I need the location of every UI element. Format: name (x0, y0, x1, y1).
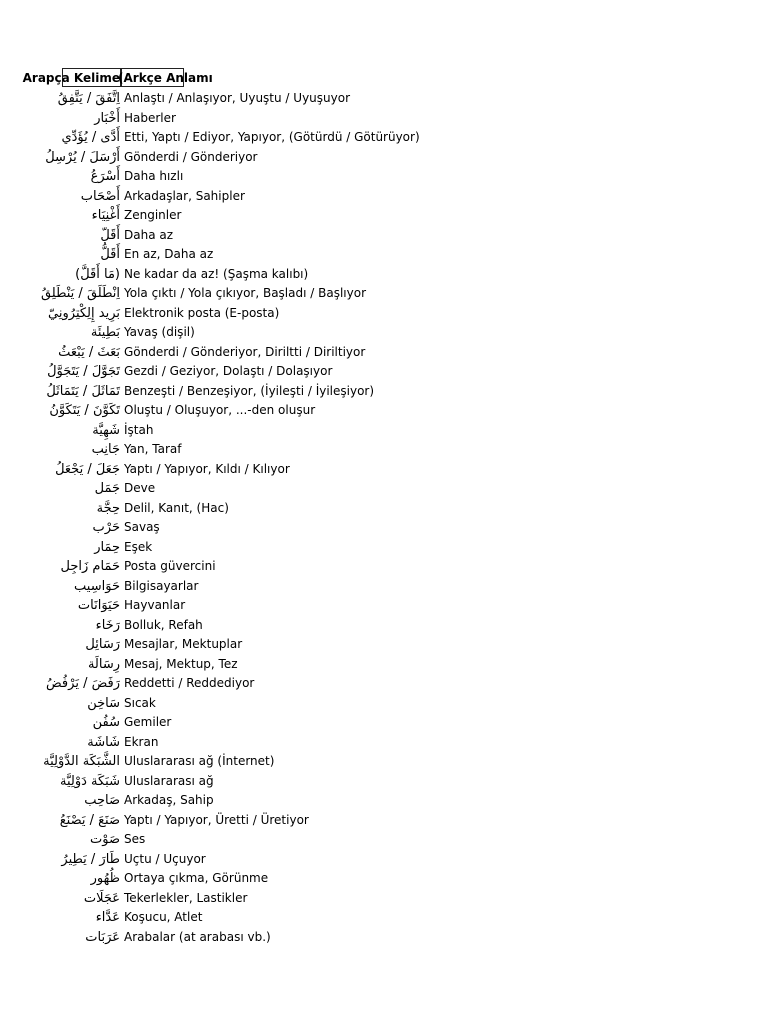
arabic-word-cell[interactable]: تَكَوَّنَ / يَتَكَوَّنُ (49, 403, 120, 418)
turkish-meaning-cell[interactable]: Gönderdi / Gönderiyor (124, 149, 258, 164)
arabic-word-cell[interactable]: سَاخِن (87, 695, 120, 711)
table-row (0, 323, 768, 343)
turkish-meaning-cell[interactable]: Zenginler (124, 208, 182, 222)
turkish-meaning-cell[interactable]: Yavaş (dişil) (124, 325, 195, 339)
turkish-meaning-cell[interactable]: Daha az (124, 227, 174, 242)
table-row (0, 206, 768, 226)
table-row (0, 382, 768, 402)
turkish-meaning-cell[interactable]: Gönderdi / Gönderiyor, Diriltti / Diriltiyor (124, 344, 366, 359)
table-row (0, 109, 768, 129)
header-turkish-cell[interactable] (118, 68, 213, 87)
table-row (0, 538, 768, 558)
turkish-meaning-cell[interactable]: Uluslararası ağ (İnternet) (124, 754, 275, 768)
turkish-meaning-cell[interactable]: Deve (124, 481, 156, 495)
arabic-word-cell[interactable]: جَمَل (94, 481, 120, 496)
header-arabic-label: Arapça Kelime (22, 71, 120, 85)
turkish-meaning-cell[interactable]: Savaş (124, 520, 160, 534)
arabic-word-cell[interactable]: اِتَّفَقَ / يَتَّفِقُ (57, 91, 120, 106)
table-row (0, 362, 768, 382)
turkish-meaning-cell[interactable]: Uluslararası ağ (124, 773, 214, 788)
turkish-meaning-cell[interactable]: İştah (124, 422, 154, 437)
table-row (0, 499, 768, 519)
turkish-meaning-cell[interactable]: Uçtu / Uçuyor (124, 851, 206, 866)
table-row (0, 284, 768, 304)
arabic-word-cell[interactable]: حِمَار (94, 539, 120, 555)
turkish-meaning-cell[interactable]: Mesajlar, Mektuplar (124, 637, 243, 651)
turkish-meaning-cell[interactable]: Arabalar (at arabası vb.) (124, 929, 271, 944)
turkish-meaning-cell[interactable]: Oluştu / Oluşuyor, ...-den oluşur (124, 403, 316, 417)
arabic-word-cell[interactable]: اِنْطَلَقَ / يَنْطَلِقُ (40, 286, 120, 301)
arabic-word-cell[interactable]: صَنَعَ / يَصْنَعُ (59, 812, 120, 828)
turkish-meaning-cell[interactable]: Yan, Taraf (124, 442, 182, 456)
header-row (0, 68, 400, 87)
turkish-meaning-cell[interactable]: Yaptı / Yapıyor, Üretti / Üretiyor (124, 812, 309, 827)
turkish-meaning-cell[interactable]: Yaptı / Yapıyor, Kıldı / Kılıyor (124, 461, 290, 476)
turkish-meaning-cell[interactable]: Arkadaşlar, Sahipler (124, 188, 245, 203)
arabic-word-cell[interactable]: جَعَلَ / يَجْعَلُ (55, 461, 120, 477)
arabic-word-cell[interactable]: رَفَضَ / يَرْفُضُ (46, 676, 120, 691)
table-row (0, 128, 768, 148)
turkish-meaning-cell[interactable]: En az, Daha az (124, 247, 214, 261)
table-row (0, 713, 768, 733)
table-row (0, 635, 768, 655)
turkish-meaning-cell[interactable]: Ekran (124, 734, 159, 749)
arabic-word-cell[interactable]: أَغْنِيَاء (91, 208, 120, 223)
turkish-meaning-cell[interactable]: Ne kadar da az! (Şaşma kalıbı) (124, 266, 309, 281)
turkish-meaning-cell[interactable]: Gemiler (124, 715, 172, 729)
arabic-word-cell[interactable]: طَارَ / يَطِيرُ (61, 851, 120, 867)
table-row (0, 343, 768, 363)
arabic-word-cell[interactable]: (مَا أَقَلَّ) (75, 266, 120, 282)
arabic-word-cell[interactable]: أَرْسَلَ / يُرْسِلُ (45, 149, 120, 165)
arabic-word-cell[interactable]: أَقَلُّ (100, 247, 120, 262)
table-row (0, 616, 768, 636)
table-row (0, 850, 768, 870)
table-row (0, 655, 768, 675)
arabic-word-cell[interactable]: شَهِيَّة (92, 422, 120, 438)
arabic-word-cell[interactable]: تَمَاثَلَ / يَتَمَاثَلُ (46, 383, 120, 399)
arabic-word-cell[interactable]: بَطِيئَة (90, 325, 120, 340)
arabic-word-cell[interactable]: رَخَاء (95, 617, 120, 633)
arabic-word-cell[interactable]: جَانِب (91, 442, 120, 457)
table-row (0, 187, 768, 207)
table-row (0, 869, 768, 889)
turkish-meaning-cell[interactable]: Sıcak (124, 695, 156, 710)
table-row (0, 421, 768, 441)
table-row (0, 401, 768, 421)
table-row (0, 304, 768, 324)
table-row (0, 479, 768, 499)
arabic-word-cell[interactable]: رَسَائِل (85, 637, 120, 652)
arabic-word-cell[interactable]: أَصْحَاب (80, 188, 120, 204)
turkish-meaning-cell[interactable]: Anlaştı / Anlaşıyor, Uyuştu / Uyuşuyor (124, 91, 351, 105)
turkish-meaning-cell[interactable]: Mesaj, Mektup, Tez (124, 656, 238, 671)
arabic-word-cell[interactable]: صَاحِب (84, 793, 120, 808)
turkish-meaning-cell[interactable]: Arkadaş, Sahip (124, 793, 214, 807)
table-row (0, 733, 768, 753)
table-row (0, 908, 768, 928)
turkish-meaning-cell[interactable]: Eşek (124, 539, 153, 554)
turkish-meaning-cell[interactable]: Etti, Yaptı / Ediyor, Yapıyor, (Götürdü / Götürüyor) (124, 130, 420, 144)
arabic-word-cell[interactable]: ظُهُور (90, 871, 120, 886)
turkish-meaning-cell[interactable]: Bolluk, Refah (124, 617, 203, 632)
turkish-meaning-cell[interactable]: Ortaya çıkma, Görünme (124, 871, 269, 885)
arabic-word-cell[interactable]: شَبَكَة دَوْلِيَّة (59, 773, 120, 789)
turkish-meaning-cell[interactable]: Haberler (124, 110, 176, 125)
turkish-meaning-cell[interactable]: Tekerlekler, Lastikler (124, 890, 248, 905)
header-turkish-label: (Arkçe Anlamı (118, 71, 213, 85)
table-row (0, 577, 768, 597)
arabic-word-cell[interactable]: حَيَوَانَات (77, 598, 120, 613)
table-row (0, 440, 768, 460)
table-row (0, 245, 768, 265)
table-row (0, 557, 768, 577)
table-row (0, 265, 768, 285)
arabic-word-cell[interactable]: أَقَلّ (100, 227, 120, 243)
arabic-word-cell[interactable]: سُفُن (92, 715, 120, 730)
turkish-meaning-cell[interactable]: Koşucu, Atlet (124, 910, 203, 924)
table-row (0, 674, 768, 694)
turkish-meaning-cell[interactable]: Delil, Kanıt, (Hac) (124, 500, 229, 515)
arabic-word-cell[interactable]: أَدَّى / يُؤَدِّي (61, 130, 120, 145)
arabic-word-cell[interactable]: الشَّبَكَة الدَّوْلِيَّة (43, 754, 120, 769)
table-row (0, 752, 768, 772)
turkish-meaning-cell[interactable]: Hayvanlar (124, 598, 186, 612)
arabic-word-cell[interactable]: صَوْت (90, 832, 120, 847)
arabic-word-cell[interactable]: عَجَلَات (83, 890, 120, 906)
arabic-word-cell[interactable]: حَرْب (92, 520, 120, 535)
vocabulary-table (0, 89, 768, 947)
table-row (0, 460, 768, 480)
turkish-meaning-cell[interactable]: Benzeşti / Benzeşiyor, (İyileşti / İyileşiyor) (124, 383, 375, 398)
arabic-word-cell[interactable]: حَمَام زَاجِل (60, 559, 120, 574)
table-row (0, 694, 768, 714)
table-row (0, 89, 768, 109)
table-row (0, 148, 768, 168)
arabic-word-cell[interactable]: رِسَالَة (87, 656, 120, 672)
arabic-word-cell[interactable]: أَخْبَار (94, 110, 120, 126)
header-arabic-cell[interactable] (22, 68, 121, 87)
turkish-meaning-cell[interactable]: Yola çıktı / Yola çıkıyor, Başladı / Başlıyor (124, 286, 367, 300)
table-row (0, 889, 768, 909)
arabic-word-cell[interactable]: حِجَّة (96, 500, 120, 516)
turkish-meaning-cell[interactable]: Bilgisayarlar (124, 578, 199, 593)
arabic-word-cell[interactable]: عَدَّاء (95, 910, 120, 925)
table-row (0, 226, 768, 246)
arabic-word-cell[interactable]: بَرِيد إِلِكْتِرُونِيّ (48, 305, 120, 321)
arabic-word-cell[interactable]: تَجَوَّلَ / يَتَجَوَّلُ (47, 364, 120, 379)
turkish-meaning-cell[interactable]: Posta güvercini (124, 559, 216, 573)
table-row (0, 596, 768, 616)
table-row (0, 830, 768, 850)
arabic-word-cell[interactable]: بَعَثَ / يَبْعَثُ (58, 344, 120, 360)
table-row (0, 811, 768, 831)
arabic-word-cell[interactable]: شَاشَة (87, 734, 120, 750)
arabic-word-cell[interactable]: أَسْرَعُ (90, 169, 120, 184)
turkish-meaning-cell[interactable]: Daha hızlı (124, 169, 184, 183)
table-row (0, 791, 768, 811)
turkish-meaning-cell[interactable]: Gezdi / Geziyor, Dolaştı / Dolaşıyor (124, 364, 333, 378)
table-row (0, 167, 768, 187)
turkish-meaning-cell[interactable]: Reddetti / Reddediyor (124, 676, 255, 690)
arabic-word-cell[interactable]: عَرَبَات (85, 929, 120, 945)
table-row (0, 772, 768, 792)
turkish-meaning-cell[interactable]: Elektronik posta (E-posta) (124, 305, 280, 320)
turkish-meaning-cell[interactable]: Ses (124, 832, 146, 846)
table-row (0, 518, 768, 538)
arabic-word-cell[interactable]: حَوَاسِيب (74, 578, 120, 594)
table-row (0, 928, 768, 948)
